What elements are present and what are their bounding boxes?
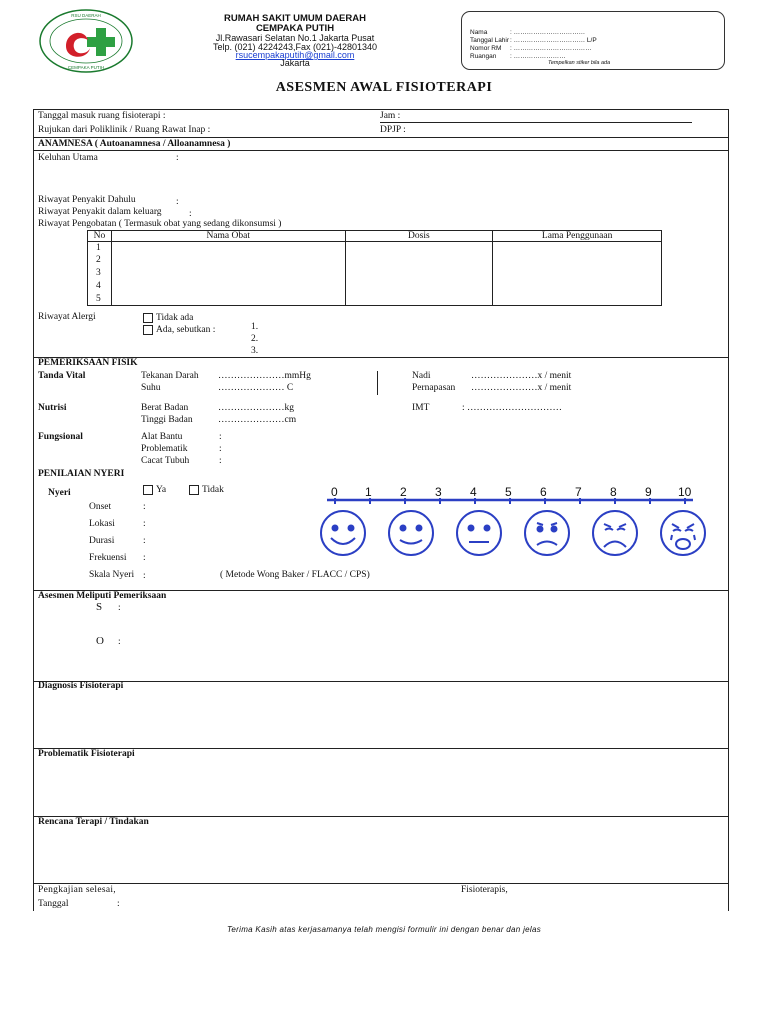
- face-hurts-whole-lot-icon: [593, 511, 637, 555]
- face-hurts-little-icon: [389, 511, 433, 555]
- table-row: [88, 242, 662, 254]
- nyeri-ya-label: Ya: [156, 485, 167, 496]
- face-hurts-more-icon: [457, 511, 501, 555]
- cacat-colon: :: [219, 456, 222, 466]
- durasi-colon: :: [143, 536, 146, 546]
- frekuensi-label: Frekuensi: [89, 553, 127, 563]
- jam-label: Jam :: [380, 111, 401, 121]
- skala-label: Skala Nyeri: [89, 570, 135, 580]
- col-no: No: [88, 231, 112, 242]
- asesmen-s-label: S: [96, 601, 103, 613]
- diagnosis-heading: Diagnosis Fisioterapi: [38, 681, 124, 691]
- form-left-border: [33, 109, 34, 911]
- scale-tick-0: 0: [331, 485, 338, 499]
- asesmen-o-label: O: [96, 635, 104, 647]
- hospital-address: Jl.Rawasari Selatan No.1 Jakarta Pusat: [215, 33, 375, 43]
- rule-rencana: [33, 883, 729, 884]
- svg-text:RSU DAERAH: RSU DAERAH: [71, 13, 101, 18]
- tb-field[interactable]: …………………cm: [218, 415, 297, 425]
- imt-label: IMT: [412, 403, 430, 413]
- tgl-label: Tanggal Lahir: [470, 37, 510, 44]
- rm-dots: : ………………………………: [510, 45, 592, 52]
- fisik-heading: PEMERIKSAAN FISIK: [38, 358, 138, 368]
- nadi-field[interactable]: …………………x / menit: [471, 371, 572, 381]
- anamnesa-heading: ANAMNESA ( Autoanamnesa / Alloanamnesa ): [38, 139, 231, 149]
- metode-note: ( Metode Wong Baker / FLACC / CPS): [220, 570, 370, 580]
- frekuensi-colon: :: [143, 553, 146, 563]
- thanks-note: Terima Kasih atas kerjasamanya telah mengisi formulir ini dengan benar dan jelas: [226, 925, 542, 934]
- asesmen-s-colon: :: [118, 603, 121, 613]
- nyeri-tidak[interactable]: [189, 485, 224, 495]
- td-label: Tekanan Darah: [141, 371, 199, 381]
- scale-tick-2: 2: [400, 485, 407, 499]
- alergi-tidak-ada[interactable]: [143, 313, 193, 323]
- rpk-label: Riwayat Penyakit dalam keluarg: [38, 207, 162, 217]
- rule-rujukan: [33, 137, 729, 138]
- row-no: 4: [88, 279, 112, 292]
- hospital-name: RUMAH SAKIT UMUM DAERAH: [224, 13, 366, 24]
- rule-asesmen: [33, 681, 729, 682]
- nyeri-ya-checkbox[interactable]: [143, 485, 153, 495]
- keluhan-label: Keluhan Utama: [38, 153, 98, 163]
- medication-table-header: [88, 231, 662, 242]
- form-title: ASESMEN AWAL FISIOTERAPI: [275, 80, 493, 95]
- scale-tick-1: 1: [365, 485, 372, 499]
- hospital-phone: Telp. (021) 4224243,Fax (021)-42801340: [212, 42, 378, 52]
- scale-tick-10: 10: [678, 485, 692, 499]
- vital-divider: [377, 371, 378, 395]
- alat-label: Alat Bantu: [141, 432, 183, 442]
- lokasi-colon: :: [143, 519, 146, 529]
- nama-label: Nama: [470, 29, 488, 36]
- napas-label: Pernapasan: [412, 383, 456, 393]
- fungsional-label: Fungsional: [38, 432, 83, 442]
- rpd-colon: :: [176, 197, 179, 207]
- col-lama: Lama Penggunaan: [493, 231, 662, 242]
- durasi-label: Durasi: [89, 536, 115, 546]
- hospital-logo: [36, 8, 136, 74]
- hospital-subname: CEMPAKA PUTIH: [255, 23, 335, 34]
- problematik-heading: Problematik Fisioterapi: [38, 749, 135, 759]
- alergi-tidak-checkbox[interactable]: [143, 313, 153, 323]
- rp-label: Riwayat Pengobatan ( Termasuk obat yang sedang dikonsumsi ): [38, 219, 282, 229]
- sticker-note: Tempelkan stiker bila ada: [548, 60, 611, 66]
- cacat-label: Cacat Tubuh: [141, 456, 190, 466]
- row-no: 1: [88, 242, 112, 254]
- alergi-ada-label: Ada, sebutkan :: [156, 325, 216, 336]
- rencana-heading: Rencana Terapi / Tindakan: [38, 817, 149, 827]
- scale-tick-4: 4: [470, 485, 477, 499]
- col-dosis: Dosis: [345, 231, 493, 242]
- bb-field[interactable]: …………………kg: [218, 403, 294, 413]
- alergi-item-3: 3.: [251, 346, 259, 356]
- nama-obat-cell[interactable]: [111, 242, 345, 306]
- tanggal-colon: :: [117, 899, 120, 909]
- tanggal-masuk-label: Tanggal masuk ruang fisioterapi :: [38, 111, 166, 121]
- alergi-item-1: 1.: [251, 322, 259, 332]
- rpk-colon: :: [189, 209, 192, 219]
- asesmen-heading: Asesmen Meliputi Pemeriksaan: [38, 591, 167, 601]
- col-nama-obat: Nama Obat: [111, 231, 345, 242]
- fisioterapis-label: Fisioterapis,: [461, 885, 508, 895]
- ruang-label: Ruangan: [470, 53, 497, 60]
- rujukan-label: Rujukan dari Poliklinik / Ruang Rawat Inap :: [38, 125, 211, 135]
- alergi-tidak-label: Tidak ada: [156, 313, 194, 324]
- tanda-vital-label: Tanda Vital: [38, 371, 86, 381]
- row-no: 5: [88, 292, 112, 306]
- rpd-label: Riwayat Penyakit Dahulu: [38, 195, 136, 205]
- nyeri-ya[interactable]: [143, 485, 166, 495]
- alergi-ada[interactable]: [143, 325, 215, 335]
- tgl-dots: : …………………………… L/P: [510, 37, 597, 44]
- alergi-ada-checkbox[interactable]: [143, 325, 153, 335]
- scale-tick-9: 9: [645, 485, 652, 499]
- scale-tick-3: 3: [435, 485, 442, 499]
- row-no: 3: [88, 266, 112, 279]
- td-field[interactable]: …………………mmHg: [218, 371, 311, 381]
- medication-table: [87, 230, 662, 306]
- scale-tick-5: 5: [505, 485, 512, 499]
- form-top-rule: [33, 109, 729, 110]
- svg-text:CEMPAKA PUTIH: CEMPAKA PUTIH: [67, 65, 105, 70]
- nyeri-tidak-checkbox[interactable]: [189, 485, 199, 495]
- nyeri-label: Nyeri: [48, 488, 71, 498]
- onset-label: Onset: [89, 502, 112, 512]
- nama-dots: : ……………………………: [510, 29, 586, 36]
- form-right-border: [728, 109, 729, 911]
- alat-colon: :: [219, 432, 222, 442]
- tanggal-label: Tanggal: [38, 899, 69, 909]
- hospital-city: Jakarta: [280, 58, 310, 68]
- jam-underline: [380, 122, 692, 123]
- rule-anamnesa: [33, 150, 729, 151]
- rule-diagnosis: [33, 748, 729, 749]
- tb-label: Tinggi Badan: [141, 415, 193, 425]
- row-no: 2: [88, 253, 112, 266]
- scale-tick-8: 8: [610, 485, 617, 499]
- lama-cell[interactable]: [493, 242, 662, 306]
- face-no-hurt-icon: [321, 511, 365, 555]
- ruang-dots: : ……………………: [510, 53, 566, 60]
- wong-baker-faces: [305, 498, 715, 564]
- lokasi-label: Lokasi: [89, 519, 115, 529]
- nadi-label: Nadi: [412, 371, 431, 381]
- prob-label: Problematik: [141, 444, 188, 454]
- dosis-cell[interactable]: [345, 242, 493, 306]
- face-hurts-worst-icon: [661, 511, 705, 555]
- onset-colon: :: [143, 502, 146, 512]
- scale-tick-7: 7: [575, 485, 582, 499]
- nutrisi-label: Nutrisi: [38, 403, 67, 413]
- nyeri-heading: PENILAIAN NYERI: [38, 469, 125, 479]
- asesmen-o-colon: :: [118, 637, 121, 647]
- keluhan-colon: :: [176, 153, 179, 163]
- face-hurts-even-more-icon: [525, 511, 569, 555]
- scale-tick-6: 6: [540, 485, 547, 499]
- alergi-label: Riwayat Alergi: [38, 312, 96, 322]
- hospital-email-link[interactable]: rsucempakaputih@gmail.com: [235, 50, 355, 60]
- bb-label: Berat Badan: [141, 403, 189, 413]
- prob-colon: :: [219, 444, 222, 454]
- alergi-item-2: 2.: [251, 334, 259, 344]
- dpjp-label: DPJP :: [380, 125, 406, 135]
- suhu-field[interactable]: ………………… C: [218, 383, 294, 393]
- rm-label: Nomor RM: [470, 45, 502, 52]
- napas-field[interactable]: …………………x / menit: [471, 383, 572, 393]
- patient-fields: [470, 29, 597, 61]
- nyeri-tidak-label: Tidak: [202, 485, 224, 496]
- imt-field[interactable]: : …………………………: [462, 403, 563, 413]
- skala-colon: :: [143, 571, 146, 581]
- suhu-label: Suhu: [141, 383, 161, 393]
- pengkajian-selesai: Pengkajian selesai,: [38, 885, 116, 895]
